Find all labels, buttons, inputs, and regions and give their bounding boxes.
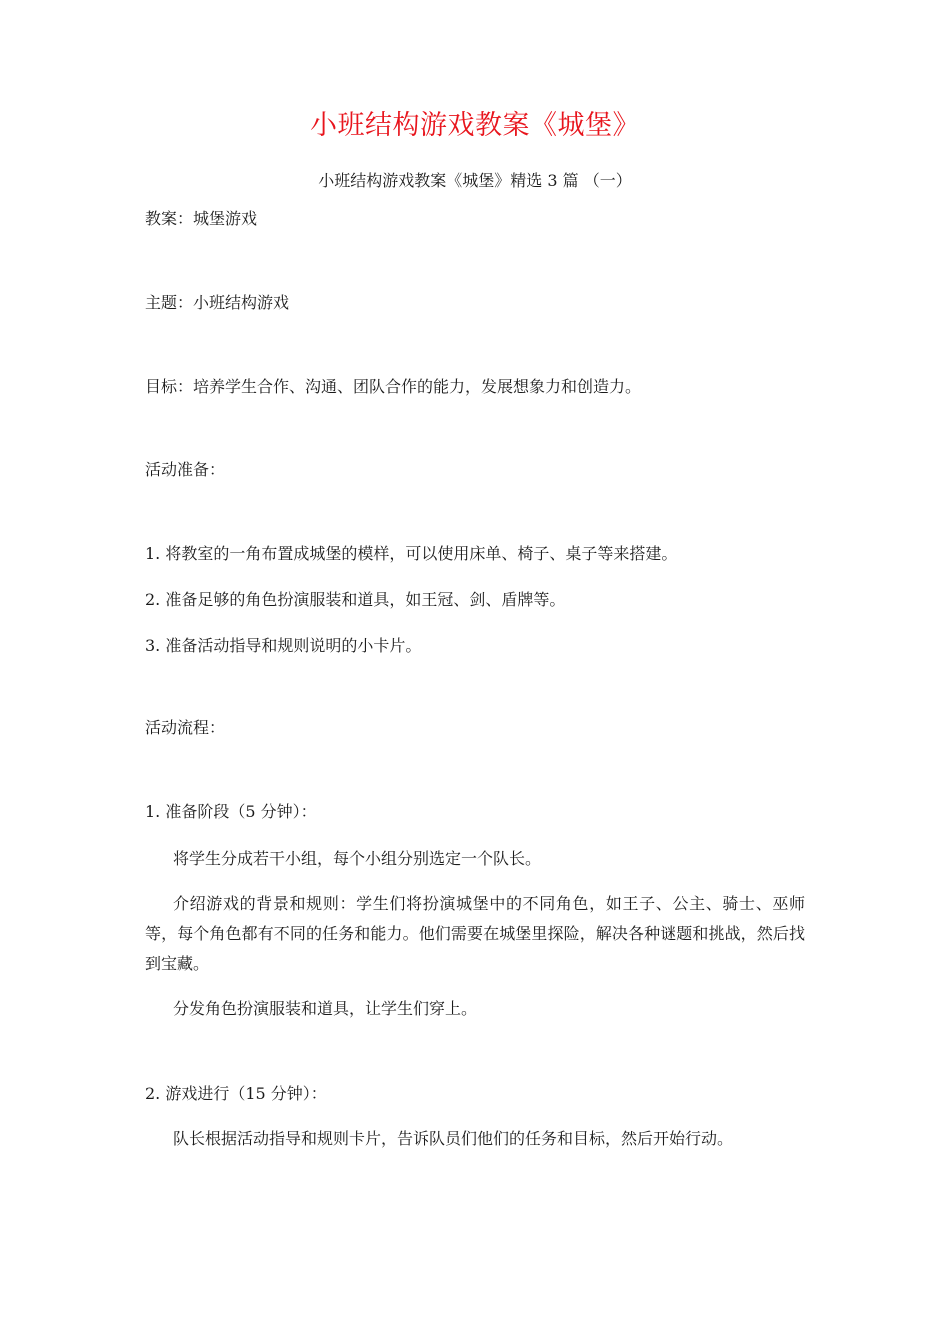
- preparation-item: 1. 将教室的一角布置成城堡的模样，可以使用床单、椅子、桌子等来搭建。: [145, 544, 678, 563]
- stage2-heading: 2. 游戏进行（15 分钟）：: [145, 1084, 327, 1103]
- lesson-plan-line: 教案：城堡游戏: [145, 209, 258, 228]
- document-subtitle: 小班结构游戏教案《城堡》精选 3 篇 （一）: [318, 171, 632, 190]
- stage1-paragraph: 分发角色扮演服装和道具，让学生们穿上。: [173, 999, 478, 1018]
- preparation-item: 2. 准备足够的角色扮演服装和道具，如王冠、剑、盾牌等。: [145, 590, 566, 609]
- stage1-paragraph: 介绍游戏的背景和规则：学生们将扮演城堡中的不同角色，如王子、公主、骑士、巫师等，每个角色都有不同的任务和能力。他们需要在城堡里探险，解决各种谜题和挑战，然后找到宝藏。: [145, 894, 805, 973]
- process-heading: 活动流程：: [145, 718, 226, 737]
- preparation-heading: 活动准备：: [145, 460, 226, 479]
- stage2-paragraph: 队长根据活动指导和规则卡片，告诉队员们他们的任务和目标，然后开始行动。: [173, 1129, 734, 1148]
- document-title: 小班结构游戏教案《城堡》: [310, 110, 640, 141]
- goal-line: 目标：培养学生合作、沟通、团队合作的能力，发展想象力和创造力。: [145, 377, 642, 396]
- preparation-item: 3. 准备活动指导和规则说明的小卡片。: [145, 636, 422, 655]
- stage1-heading: 1. 准备阶段（5 分钟）：: [145, 802, 317, 821]
- stage1-paragraph: 将学生分成若干小组，每个小组分别选定一个队长。: [173, 849, 542, 868]
- theme-line: 主题：小班结构游戏: [145, 293, 290, 312]
